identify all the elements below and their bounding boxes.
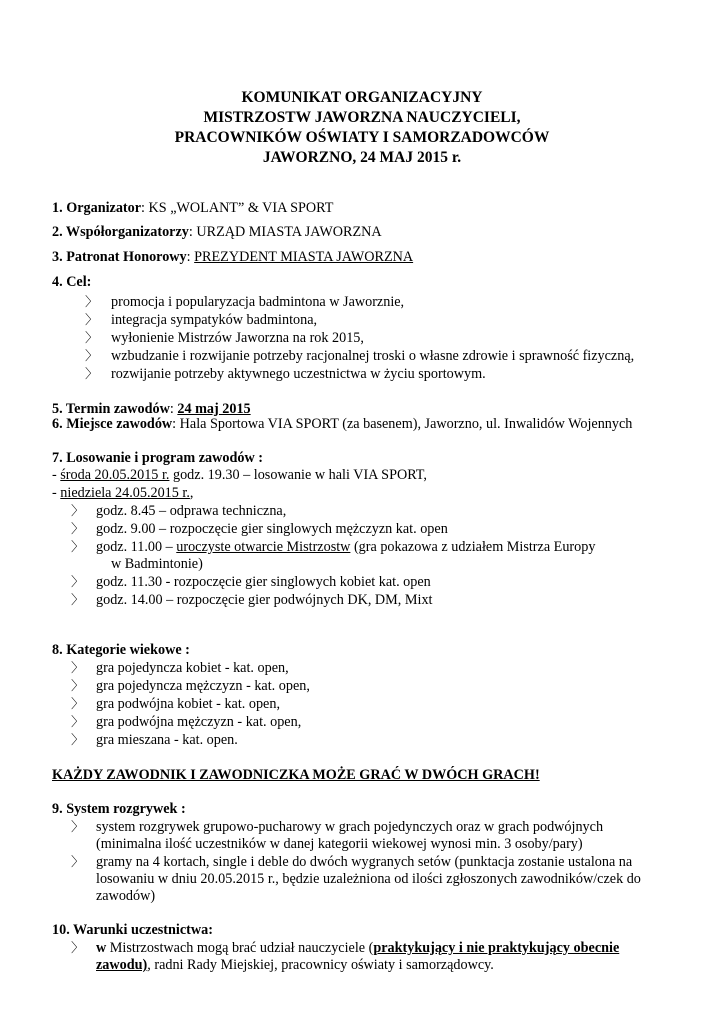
section-label: 2. Współorganizatorzy [52,224,189,240]
event-date: 24 maj 2015 [177,401,251,417]
bullet-icon: 〉 [85,348,99,363]
list-item [96,939,619,957]
section-coorganizers [52,223,382,241]
list-item: godz. 11.30 - rozpoczęcie gier singlowych kobiet kat. open [96,574,431,590]
program-day-1 [52,466,427,484]
item-emphasis: praktykujący i nie praktykujący obecnie [373,940,620,956]
bullet-icon: 〉 [71,678,85,693]
list-item: godz. 9.00 – rozpoczęcie gier singlowych mężczyzn kat. open [96,521,448,537]
section-label: 6. Miejsce zawodów [52,416,173,432]
list-item: wyłonienie Mistrzów Jaworzna na rok 2015, [111,330,364,346]
item-text: (gra pokazowa z udziałem Mistrza Europy [350,539,596,555]
list-item-continuation [96,956,494,974]
title-line: MISTRZOSTW JAWORZNA NAUCZYCIELI, [203,109,521,126]
list-item: gra podwójna kobiet - kat. open, [96,696,280,712]
list-item: integracja sympatyków badmintona, [111,312,318,328]
list-item: gra pojedyncza mężczyzn - kat. open, [96,678,310,694]
day-text: godz. 19.30 – losowanie w hali VIA SPORT, [169,467,427,483]
bullet-icon: 〉 [71,521,85,536]
bullet-icon: 〉 [71,714,85,729]
bullet-icon: 〉 [71,940,85,955]
dash: - [52,485,61,501]
bullet-icon: 〉 [71,574,85,589]
section-venue [52,415,632,433]
bullet-icon: 〉 [71,696,85,711]
list-item: godz. 8.45 – odprawa techniczna, [96,503,287,519]
section-conditions-label: 10. Warunki uczestnictwa: [52,922,213,938]
day-suffix: , [189,485,194,501]
item-emphasis: zawodu) [96,957,148,973]
list-item-continuation: zawodów) [96,888,156,904]
title-line: JAWORZNO, 24 MAJ 2015 r. [262,149,462,166]
bullet-icon: 〉 [71,592,85,607]
list-item-continuation: (minimalna ilość uczestników w danej kategorii wiekowej wynosi min. 3 osoby/pary) [96,836,583,852]
day-date: niedziela 24.05.2015 r. [60,485,190,501]
bullet-icon: 〉 [85,294,99,309]
item-text: , radni Rady Miejskiej, pracownicy oświaty i samorządowcy. [147,957,494,973]
section-sep: : [186,249,195,265]
bullet-icon: 〉 [85,366,99,381]
list-item: godz. 14.00 – rozpoczęcie gier podwójnych DK, DM, Mixt [96,592,433,608]
bullet-icon: 〉 [71,819,85,834]
section-program-label: 7. Losowanie i program zawodów : [52,450,263,466]
notice-two-games: KAŻDY ZAWODNIK I ZAWODNICZKA MOŻE GRAĆ W DWÓCH GRACH! [52,767,540,783]
bullet-icon: 〉 [71,732,85,747]
title-line: KOMUNIKAT ORGANIZACYJNY [241,89,483,106]
section-organizer [52,199,333,217]
bullet-icon: 〉 [71,660,85,675]
list-item: gra mieszana - kat. open. [96,732,238,748]
list-item: gramy na 4 kortach, single i deble do dwóch wygranych setów (punktacja zostanie ustalona na [96,854,633,870]
bullet-icon: 〉 [71,854,85,869]
section-text: : URZĄD MIASTA JAWORZNA [188,224,382,240]
document-title [0,88,724,168]
section-label: 1. Organizator [52,200,142,216]
list-item: wzbudzanie i rozwijanie potrzeby racjonalnej troski o własne zdrowie i sprawność fizyczną, [111,348,635,364]
list-item: rozwijanie potrzeby aktywnego uczestnictwa w życiu sportowym. [111,366,486,382]
bullet-icon: 〉 [71,539,85,554]
opening-ceremony: uroczyste otwarcie Mistrzostw [176,539,351,555]
bullet-icon: 〉 [85,312,99,327]
section-text: PREZYDENT MIASTA JAWORZNA [194,249,414,265]
section-sep: : [169,401,178,417]
list-item: system rozgrywek grupowo-pucharowy w grach pojedynczych oraz w grach podwójnych [96,819,604,835]
list-item-continuation: losowaniu w dniu 20.05.2015 r., będzie uzależniona od ilości zgłoszonych zawodników/czek do [96,871,641,887]
dash: - [52,467,61,483]
section-text: : KS „WOLANT” & VIA SPORT [141,200,334,216]
item-text: Mistrzostwach mogą brać udział nauczyciele ( [106,940,374,956]
bullet-icon: 〉 [85,330,99,345]
list-item [96,538,595,556]
item-text: w [96,940,107,956]
item-text: godz. 11.00 – [96,539,177,555]
list-item: promocja i popularyzacja badmintona w Jaworznie, [111,294,405,310]
section-text: : Hala Sportowa VIA SPORT (za basenem), Jaworzno, ul. Inwalidów Wojennych [172,416,633,432]
section-goal-label: 4. Cel: [52,274,92,290]
title-line: PRACOWNIKÓW OŚWIATY I SAMORZADOWCÓW [174,129,550,146]
day-date: środa 20.05.2015 r. [60,467,170,483]
section-patronage [52,248,413,266]
list-item: gra podwójna mężczyzn - kat. open, [96,714,302,730]
section-label: 3. Patronat Honorowy [52,249,187,265]
bullet-icon: 〉 [71,503,85,518]
section-system-label: 9. System rozgrywek : [52,801,186,817]
section-label: 5. Termin zawodów [52,401,170,417]
list-item-continuation: w Badmintonie) [111,556,203,572]
list-item: gra pojedyncza kobiet - kat. open, [96,660,289,676]
section-categories-label: 8. Kategorie wiekowe : [52,642,190,658]
program-day-2 [52,484,193,502]
